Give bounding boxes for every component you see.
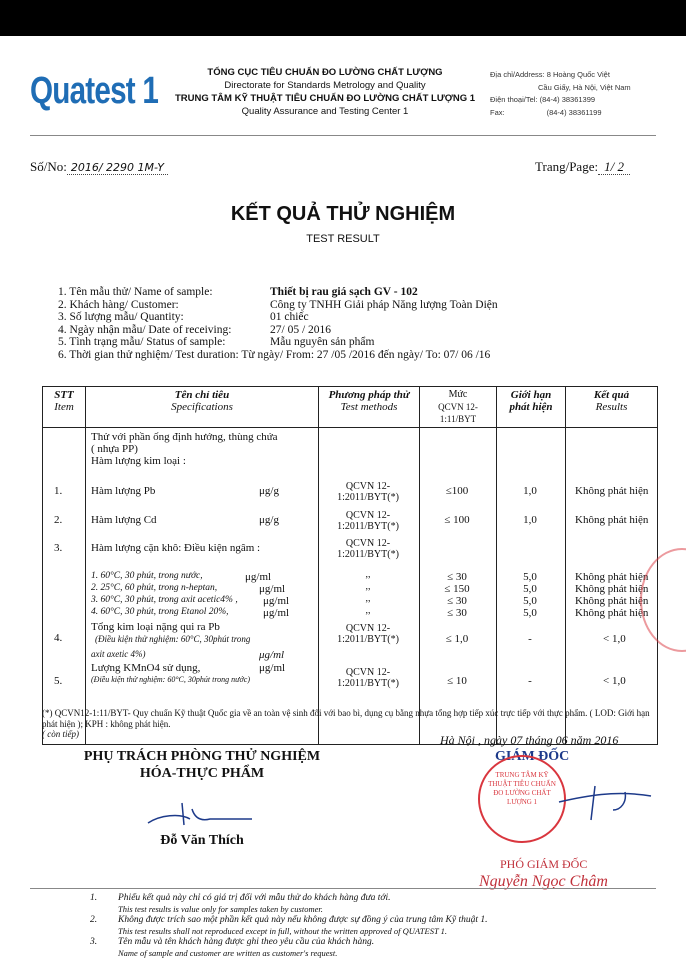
deputy-name: Nguyễn Ngọc Châm (479, 873, 608, 890)
continued: ( còn tiếp) (42, 729, 79, 739)
level: ≤ 30 (447, 595, 467, 607)
center-vi: TRUNG TÂM KỸ THUẬT TIÊU CHUẨN ĐO LƯỜNG CHẤT LƯỢNG 1 (174, 93, 476, 104)
method-cell (319, 428, 420, 745)
table-header (43, 387, 658, 428)
stt: 5. (54, 675, 63, 687)
info-label: 5. Tình trạng mẫu/ Status of sample: (58, 336, 226, 348)
header-divider (30, 135, 656, 136)
director-title: GIÁM ĐỐC (495, 749, 570, 764)
info-label: 4. Ngày nhận mẫu/ Date of receiving: (58, 323, 232, 336)
unit: μg/g (259, 485, 279, 497)
stt: 2. (54, 514, 63, 526)
info-label: 2. Khách hàng/ Customer: (58, 298, 179, 311)
table-body (43, 428, 658, 745)
spec: Tổng kim loại nặng qui ra Pb (91, 621, 220, 633)
address-line-2: Cầu Giấy, Hà Nội, Việt Nam (538, 82, 631, 92)
info-value: 01 chiếc (270, 311, 309, 323)
condition: (Điều kiện thử nghiệm: 60°C, 30phút trong (95, 634, 251, 644)
org-vi: TỔNG CỤC TIÊU CHUẨN ĐO LƯỜNG CHẤT LƯỢNG (207, 67, 443, 78)
spec-cell (86, 428, 319, 745)
page-number (535, 159, 630, 175)
sub-spec: 1. 60°C, 30 phút, trong nước, (91, 571, 203, 581)
lab-signature-icon (140, 795, 260, 833)
title-vi: KẾT QUẢ THỬ NGHIỆM (230, 203, 456, 225)
level: ≤ 100 (444, 514, 470, 526)
method: QCVN 12-1:2011/BYT(*) (337, 667, 399, 689)
method: QCVN 12-1:2011/BYT(*) (337, 538, 399, 560)
level: ≤ 30 (447, 571, 467, 583)
info-row (58, 324, 658, 337)
col-stt: STT Item (43, 387, 86, 428)
fax-value: (84-4) 38361199 (546, 107, 602, 117)
lab-head-name: Đỗ Văn Thích (160, 833, 244, 848)
info-row (58, 336, 658, 349)
unit: μg/ml (263, 595, 290, 607)
result: Không phát hiện (575, 595, 649, 607)
method: QCVN 12-1:2011/BYT(*) (337, 623, 399, 645)
doc-number-value: 2016/ 2290 1M-Y (67, 161, 168, 175)
fax-label: Fax: (490, 107, 505, 117)
result: < 1,0 (603, 675, 626, 687)
sample-info (58, 286, 658, 361)
doc-number (30, 159, 168, 175)
doc-number-label: Số/No: (30, 159, 67, 174)
method: ,, (365, 569, 371, 580)
method: ,, (365, 581, 371, 592)
stt: 1. (54, 485, 63, 497)
top-black-bar (0, 0, 686, 36)
sub-spec: 2. 25°C, 60 phút, trong n-heptan, (91, 583, 218, 593)
address-line-1: Địa chỉ/Address: 8 Hoàng Quốc Việt (490, 70, 610, 79)
level-cell (420, 428, 497, 745)
stt: 4. (54, 632, 63, 644)
limit-cell (497, 428, 566, 745)
director-signature-icon (555, 776, 655, 826)
result: Không phát hiện (575, 571, 649, 583)
unit: μg/g (259, 514, 279, 526)
spec: Hàm lượng cặn khô: Điều kiện ngâm : (91, 542, 261, 554)
deputy-title: PHÓ GIÁM ĐỐC (500, 857, 588, 871)
col-spec: Tên chỉ tiêu Specifications (86, 387, 319, 428)
limit: 5,0 (523, 595, 537, 607)
unit: μg/ml (245, 571, 272, 583)
result: Không phát hiện (575, 607, 649, 619)
limit: - (528, 633, 532, 645)
level: ≤ 30 (447, 607, 467, 619)
unit: μg/ml (259, 662, 286, 674)
info-row (58, 286, 658, 299)
info-value: Công ty TNHH Giải pháp Năng lượng Toàn Diện (270, 298, 498, 311)
condition: axit axetic 4%) (91, 649, 146, 659)
col-level: Mức QCVN 12-1:11/BYT (420, 387, 497, 428)
sub-spec: 4. 60°C, 30 phút, trong Etanol 20%, (91, 607, 229, 617)
address-block (490, 69, 660, 119)
level: ≤ 1,0 (445, 633, 469, 645)
title-en: TEST RESULT (306, 233, 380, 245)
info-value: 27/ 05 / 2016 (270, 323, 332, 336)
footnote: 2. Không được trích sao một phần kết quả này nếu không được sự đồng ý của trung tâm Kỹ thuật 1. This test results shall not reproduced except in full, without the written approved of QUATEST 1. (90, 915, 488, 936)
official-stamp-icon (478, 755, 566, 843)
spec: Hàm lượng Cd (91, 514, 157, 526)
info-value: Mẫu nguyên sản phẩm (270, 336, 375, 348)
quatest-logo: Quatest 1 (30, 70, 159, 112)
test-duration: 6. Thời gian thử nghiệm/ Test duration: Từ ngày/ From: 27 /05 /2016 đến ngày/ To: 07/ 06 /16 (58, 348, 491, 361)
note-1: (*) QCVN12-1:11/BYT- Quy chuẩn Kỹ thuật Quốc gia về an toàn vệ sinh đối với bao bì, dụng cụ bằng nhựa tổng hợp tiếp xúc trực tiếp với thực phẩm. ( LOD: Giới hạn phát hiện ); KPH : không phát hiện. (42, 708, 650, 729)
lab-head (52, 748, 352, 782)
level: ≤ 10 (447, 675, 467, 687)
results-table (42, 386, 658, 745)
condition: (Điều kiện thử nghiệm: 60°C, 30phút trong nước) (91, 675, 250, 684)
footnote: 1. Phiếu kết quả này chỉ có giá trị đối với mẫu thử do khách hàng đưa tới. This test results is value only for samples taken by customer. (90, 893, 391, 914)
col-limit: Giới hạn phát hiện (497, 387, 566, 428)
limit: - (528, 675, 532, 687)
info-row (58, 299, 658, 312)
stt: 3. (54, 542, 63, 554)
level: ≤ 150 (444, 583, 470, 595)
sign-date: Hà Nội , ngày 07 tháng 06 năm 2016 (440, 733, 619, 747)
page-label: Trang/Page: (535, 159, 599, 174)
unit: μg/ml (259, 649, 285, 661)
info-label: 3. Số lượng mẫu/ Quantity: (58, 311, 184, 323)
org-en: Directorate for Standards Metrology and Quality (224, 80, 426, 91)
result: Không phát hiện (575, 583, 649, 595)
limit: 5,0 (523, 583, 537, 595)
limit: 5,0 (523, 571, 537, 583)
unit: μg/ml (259, 583, 286, 595)
limit: 1,0 (523, 514, 537, 526)
stt-cell (43, 428, 86, 745)
footnotes (90, 893, 650, 959)
col-method: Phương pháp thử Test methods (319, 387, 420, 428)
spec: Hàm lượng Pb (91, 485, 156, 497)
level: ≤100 (445, 485, 469, 497)
org-header (160, 66, 490, 118)
method: QCVN 12-1:2011/BYT(*) (337, 481, 399, 503)
limit: 1,0 (523, 485, 537, 497)
result: Không phát hiện (575, 514, 649, 526)
method: ,, (365, 593, 371, 604)
page-value: 1/ 2 (598, 159, 630, 175)
info-label: 1. Tên mẫu thử/ Name of sample: (58, 286, 213, 298)
lab-title-1: PHỤ TRÁCH PHÒNG THỬ NGHIỆM (83, 749, 321, 764)
fax-row (490, 107, 660, 120)
lab-title-2: HÓA-THỰC PHẨM (139, 766, 265, 781)
result: Không phát hiện (575, 485, 649, 497)
unit: μg/ml (263, 607, 290, 619)
intro: Thử với phần ống định hướng, thùng chứa ( nhựa PP) Hàm lượng kim loại : (91, 431, 278, 467)
stamp-text: TRUNG TÂM KỸ THUẬT TIÊU CHUẨN ĐO LƯỜNG CHẤT LƯỢNG 1 (488, 771, 556, 806)
info-row (58, 311, 658, 324)
center-en: Quality Assurance and Testing Center 1 (241, 106, 409, 117)
method: ,, (365, 605, 371, 616)
col-result: Kết quả Results (566, 387, 658, 428)
footer-divider (30, 888, 656, 889)
sub-spec: 3. 60°C, 30 phút, trong axit acetic4% , (91, 595, 238, 605)
spec: Lượng KMnO4 sử dụng, (91, 662, 201, 674)
result: < 1,0 (603, 633, 626, 645)
method: QCVN 12-1:2011/BYT(*) (337, 510, 399, 532)
footnote: 3. Tên mẫu và tên khách hàng được ghi theo yêu cầu của khách hàng. Name of sample and customer are written as customer's request. (90, 937, 375, 958)
info-value: Thiết bị rau giá sạch GV - 102 (270, 286, 418, 298)
phone: Điện thoại/Tel: (84-4) 38361399 (490, 95, 596, 104)
limit: 5,0 (523, 607, 537, 619)
